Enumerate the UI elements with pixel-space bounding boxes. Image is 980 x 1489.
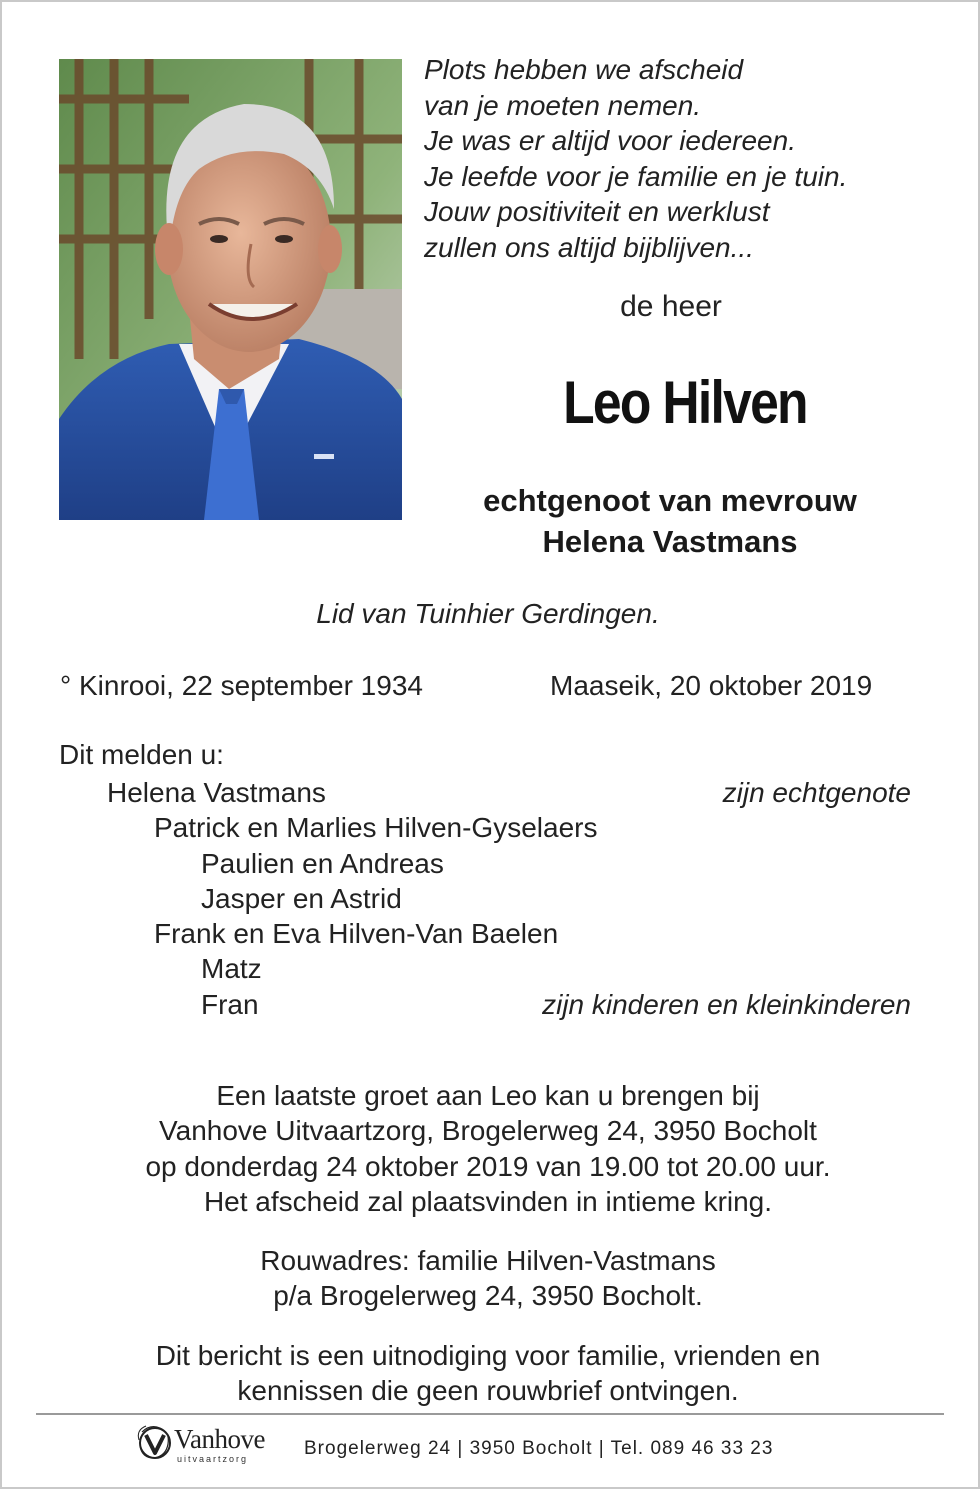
announcement-intro: Dit melden u: <box>59 739 224 770</box>
poem-line: Jouw positiviteit en werklust <box>424 196 770 227</box>
family-list <box>59 775 911 1022</box>
invite-line: kennissen die geen rouwbrief ontvingen. <box>237 1375 739 1407</box>
family-row <box>59 810 911 845</box>
mourning-address <box>0 1243 976 1314</box>
poem <box>424 52 944 265</box>
address-line: Rouwadres: familie Hilven-Vastmans <box>260 1245 716 1276</box>
spouse-line: echtgenoot van mevrouw <box>483 483 857 518</box>
deceased-name: Leo Hilven <box>563 369 807 436</box>
visitation-info <box>0 1078 976 1219</box>
family-relation: zijn kinderen en kleinkinderen <box>542 988 911 1020</box>
visit-line: Een laatste groet aan Leo kan u brengen bij <box>216 1080 760 1111</box>
logo-name: Vanhove <box>174 1424 265 1454</box>
v-emblem-icon <box>134 1422 176 1464</box>
poem-line: van je moeten nemen. <box>424 89 702 121</box>
footer-address: Brogelerweg 24 | 3950 Bocholt | Tel. 089 46 33 23 <box>304 1438 774 1459</box>
family-row <box>59 775 911 810</box>
family-row <box>59 951 911 986</box>
poem-line: Je was er altijd voor iedereen. <box>424 125 796 156</box>
birth-info: ° Kinrooi, 22 september 1934 <box>60 670 423 701</box>
invitation-note <box>0 1338 976 1409</box>
family-relation: zijn echtgenote <box>722 777 911 808</box>
family-name: Frank en Eva Hilven-Van Baelen <box>154 918 559 950</box>
family-name: Jasper en Astrid <box>201 882 402 914</box>
poem-line: Je leefde voor je familie en je tuin. <box>424 160 848 192</box>
visit-line: Vanhove Uitvaartzorg, Brogelerweg 24, 3950 Bocholt <box>159 1115 817 1147</box>
family-name: Helena Vastmans <box>107 777 326 808</box>
family-row <box>59 846 911 881</box>
family-row <box>59 916 911 951</box>
family-name: Matz <box>201 953 262 985</box>
family-name: Patrick en Marlies Hilven-Gyselaers <box>154 812 598 844</box>
family-name: Paulien en Andreas <box>201 847 444 879</box>
spouse-block <box>430 480 910 562</box>
family-name: Fran <box>201 988 259 1020</box>
family-row <box>59 987 911 1022</box>
poem-line: Plots hebben we afscheid <box>424 54 744 85</box>
death-info: Maaseik, 20 oktober 2019 <box>550 670 873 701</box>
visit-line: op donderdag 24 oktober 2019 van 19.00 tot 20.00 uur. <box>145 1150 831 1182</box>
portrait-photo <box>59 59 402 520</box>
spouse-name: Helena Vastmans <box>542 524 798 559</box>
family-row <box>59 881 911 916</box>
address-line: p/a Brogelerweg 24, 3950 Bocholt. <box>273 1280 703 1312</box>
logo-subtitle: uitvaartzorg <box>177 1454 249 1464</box>
visit-line: Het afscheid zal plaatsvinden in intieme kring. <box>203 1185 773 1217</box>
poem-line: zullen ons altijd bijblijven... <box>424 231 754 263</box>
footer-divider <box>36 1413 944 1415</box>
invite-line: Dit bericht is een uitnodiging voor familie, vrienden en <box>155 1340 821 1371</box>
funeral-home-logo <box>134 1422 294 1466</box>
honorific: de heer <box>620 290 722 323</box>
membership: Lid van Tuinhier Gerdingen. <box>316 598 660 629</box>
